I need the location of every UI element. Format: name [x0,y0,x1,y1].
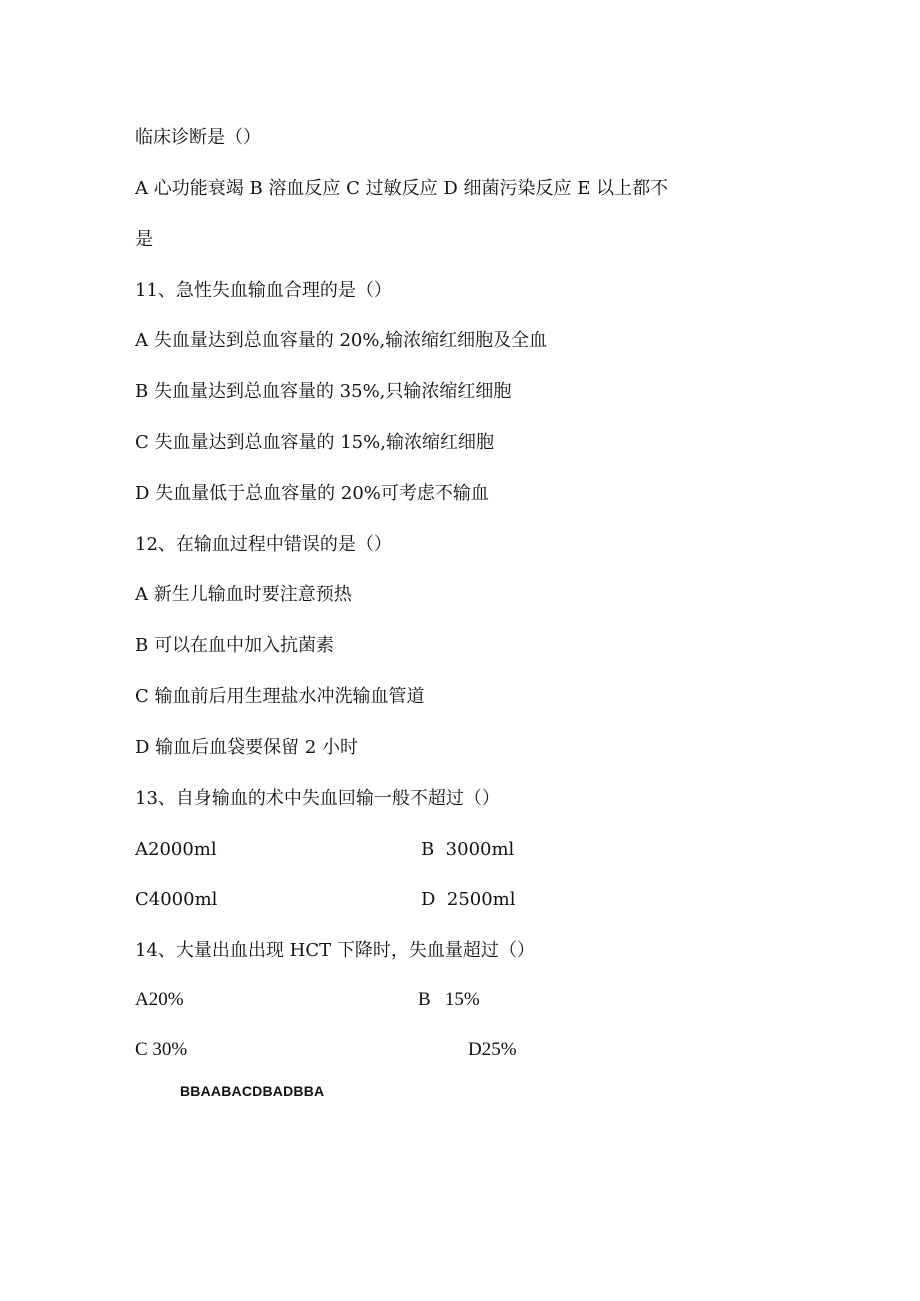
q14-option-c: C 30% [135,1039,188,1060]
q13-stem: 13、自身输血的术中失血回输一般不超过（） [135,788,500,809]
q11-option-b: B 失血量达到总血容量的 35%,只输浓缩红细胞 [135,381,512,402]
q12-option-b: B 可以在血中加入抗菌素 [135,635,334,656]
q11-option-a: A 失血量达到总血容量的 20%,输浓缩红细胞及全血 [135,330,548,351]
q14-option-a: A20% [135,989,184,1010]
q13-option-a: A2000ml [135,839,217,860]
q11-option-c: C 失血量达到总血容量的 15%,输浓缩红细胞 [135,432,494,453]
q12-option-d: D 输血后血袋要保留 2 小时 [135,737,359,758]
q13-option-c: C4000ml [135,889,218,910]
q10-options-line2: 是 [135,229,153,250]
answer-key: BBAABACDBADBBA [180,1083,325,1099]
q14-option-b: B 15% [418,989,480,1010]
q10-options-line1: A 心功能衰竭 B 溶血反应 C 过敏反应 D 细菌污染反应 E 以上都不 [135,178,669,199]
q12-stem: 12、在输血过程中错误的是（） [135,534,392,555]
q12-option-c: C 输血前后用生理盐水冲洗输血管道 [135,686,425,707]
q14-option-d: D25% [468,1039,517,1060]
q10-stem: 临床诊断是（） [135,127,261,148]
q11-stem: 11、急性失血输血合理的是（） [135,280,392,301]
q11-option-d: D 失血量低于总血容量的 20%可考虑不输血 [135,483,489,504]
q13-option-b: B 3000ml [421,839,515,860]
q13-option-d: D 2500ml [421,889,516,910]
q12-option-a: A 新生儿输血时要注意预热 [135,584,352,605]
q14-stem: 14、大量出血出现 HCT 下降时，失血量超过（） [135,940,535,961]
